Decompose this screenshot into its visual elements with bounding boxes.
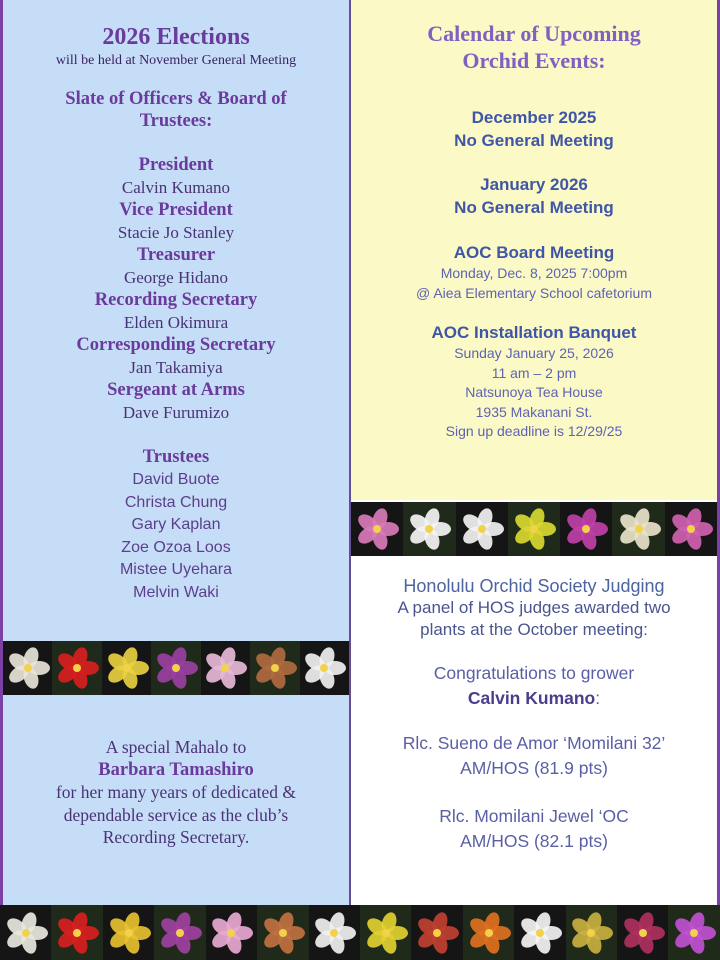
slate-heading: Slate of Officers & Board of Trustees: <box>65 89 287 131</box>
orchid-photo <box>103 905 154 960</box>
orchid-photo <box>456 502 508 556</box>
grower-line <box>351 686 717 711</box>
trustee-name: David Buote <box>132 471 220 488</box>
orchid-photo <box>617 905 668 960</box>
event-detail: 1935 Makanani St. <box>475 403 593 420</box>
orchid-photo <box>257 905 308 960</box>
orchid-photo-strip <box>351 502 717 556</box>
event-heading: No General Meeting <box>454 198 614 217</box>
mahalo-honoree: Barbara Tamashiro <box>98 759 254 780</box>
judging-content <box>351 576 717 854</box>
orchid-photo <box>52 641 101 695</box>
trustee-name: Melvin Waki <box>133 583 219 601</box>
orchid-photo <box>360 905 411 960</box>
event-heading: No General Meeting <box>454 131 614 150</box>
calendar-panel <box>351 0 717 500</box>
officer-item <box>3 379 349 424</box>
event-detail: Monday, Dec. 8, 2025 7:00pm <box>440 265 628 281</box>
orchid-photo <box>51 905 102 960</box>
trustee-name: Mistee Uyehara <box>119 561 233 578</box>
judging-panel <box>351 556 717 905</box>
mahalo-line: Recording Secretary. <box>102 827 250 847</box>
event-item <box>351 241 717 303</box>
officer-role: Sergeant at Arms <box>107 380 245 400</box>
orchid-photo <box>566 905 617 960</box>
mahalo-note <box>3 736 349 849</box>
trustee-name: Zoe Ozoa Loos <box>121 538 231 556</box>
event-detail: Sunday January 25, 2026 <box>454 345 614 361</box>
plant-name: Rlc. Momilani Jewel ‘OC <box>439 806 629 826</box>
event-item <box>351 106 717 152</box>
officer-name: Jan Takamiya <box>129 357 223 377</box>
grower-suffix: : <box>595 688 601 708</box>
orchid-photo <box>612 502 664 556</box>
officer-name: Elden Okimura <box>123 312 229 332</box>
grower-name: Calvin Kumano <box>467 688 596 708</box>
officer-name: Calvin Kumano <box>121 177 231 197</box>
officer-role: President <box>138 155 214 175</box>
event-detail: @ Aiea Elementary School cafetorium <box>416 284 652 301</box>
officers-list <box>3 154 349 424</box>
officer-item <box>3 334 349 379</box>
officer-item <box>3 199 349 244</box>
trustees-list <box>3 446 349 604</box>
officer-role: Recording Secretary <box>94 290 258 310</box>
orchid-photo <box>403 502 455 556</box>
orchid-photo <box>102 641 151 695</box>
orchid-photo <box>3 641 52 695</box>
elections-panel <box>3 0 349 905</box>
officer-name: George Hidano <box>123 267 229 287</box>
orchid-photo <box>411 905 462 960</box>
orchid-photo <box>151 641 200 695</box>
judging-heading: Honolulu Orchid Society Judging <box>403 576 665 596</box>
judging-text: plants at the October meeting: <box>420 620 648 639</box>
orchid-photo <box>351 502 403 556</box>
orchid-photo <box>154 905 205 960</box>
orchid-photo <box>206 905 257 960</box>
orchid-photo <box>201 641 250 695</box>
orchid-photo <box>250 641 299 695</box>
trustees-heading: Trustees <box>142 447 210 467</box>
congrats-line: Congratulations to grower <box>433 663 635 683</box>
event-item <box>351 173 717 219</box>
trustee-name: Gary Kaplan <box>131 516 221 533</box>
orchid-photo-strip <box>3 641 349 695</box>
event-heading: AOC Board Meeting <box>453 243 615 262</box>
calendar-title <box>351 20 717 74</box>
officer-name: Dave Furumizo <box>122 402 230 422</box>
trustee-name: Christa Chung <box>124 493 228 511</box>
event-detail: Natsunoya Tea House <box>465 384 603 400</box>
officer-role: Corresponding Secretary <box>76 335 276 355</box>
event-heading: AOC Installation Banquet <box>431 323 637 342</box>
orchid-photo <box>514 905 565 960</box>
event-heading: December 2025 <box>471 108 597 127</box>
calendar-title-line: Orchid Events: <box>462 48 606 73</box>
elections-title: 2026 Elections <box>102 24 250 50</box>
orchid-photo <box>300 641 349 695</box>
plant-name: Rlc. Sueno de Amor ‘Momilani 32’ <box>402 733 666 753</box>
orchid-photo <box>665 502 717 556</box>
mahalo-line: for her many years of dedicated & <box>55 782 297 802</box>
officer-role: Treasurer <box>136 245 216 265</box>
orchid-photo <box>0 905 51 960</box>
event-detail: Sign up deadline is 12/29/25 <box>445 423 623 439</box>
orchid-photo <box>668 905 719 960</box>
orchid-photo <box>463 905 514 960</box>
calendar-title-line: Calendar of Upcoming <box>427 21 641 46</box>
orchid-photo <box>560 502 612 556</box>
officer-item <box>3 154 349 199</box>
judging-text: A panel of HOS judges awarded two <box>397 598 671 617</box>
events-list <box>351 106 717 442</box>
event-detail: 11 am – 2 pm <box>491 364 577 381</box>
mahalo-line: dependable service as the club’s <box>63 804 289 825</box>
orchid-photo <box>508 502 560 556</box>
officer-item <box>3 289 349 334</box>
orchid-photo <box>309 905 360 960</box>
officer-name: Stacie Jo Stanley <box>117 222 235 242</box>
event-heading: January 2026 <box>480 175 588 194</box>
elections-subtitle: will be held at November General Meeting <box>55 53 297 68</box>
orchid-photo-strip <box>0 905 720 960</box>
event-item <box>351 321 717 442</box>
officer-role: Vice President <box>119 200 233 220</box>
plant-award: AM/HOS (82.1 pts) <box>460 831 608 851</box>
mahalo-line: A special Mahalo to <box>105 737 247 757</box>
officer-item <box>3 244 349 289</box>
plant-award: AM/HOS (81.9 pts) <box>460 758 608 778</box>
